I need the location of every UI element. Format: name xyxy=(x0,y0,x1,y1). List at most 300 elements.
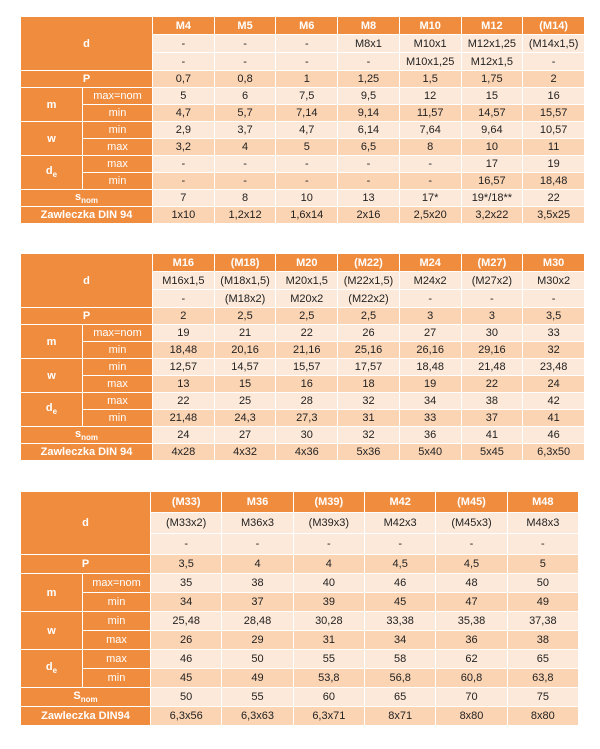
cell: 30,28 xyxy=(293,612,364,631)
cell: (M22x1,5) xyxy=(338,272,400,290)
cell: - xyxy=(276,53,338,71)
cell: 50 xyxy=(507,574,578,593)
cell: - xyxy=(436,534,507,555)
label-p: P xyxy=(21,555,151,574)
table-row xyxy=(21,427,585,444)
cell: 41 xyxy=(523,410,585,427)
cell: - xyxy=(153,156,215,173)
cell: - xyxy=(399,156,461,173)
label-de xyxy=(21,156,83,190)
cell: 75 xyxy=(507,688,578,707)
cell: 4x28 xyxy=(153,444,215,461)
label-de-text: d xyxy=(45,661,53,674)
cell: 13 xyxy=(338,190,400,207)
table-row xyxy=(21,376,585,393)
cell: 55 xyxy=(293,650,364,669)
col-header: M12 xyxy=(461,17,523,35)
cell: 14,57 xyxy=(461,105,523,122)
cell: 49 xyxy=(507,593,578,612)
cell: 25,16 xyxy=(338,342,400,359)
cell: 3,5x25 xyxy=(523,207,585,224)
cell: 15 xyxy=(461,88,523,105)
table-row xyxy=(21,444,585,461)
table-row xyxy=(21,325,585,342)
cell: 32 xyxy=(523,342,585,359)
cell: 4 xyxy=(293,555,364,574)
cell: 21 xyxy=(214,325,276,342)
cell: 1 xyxy=(276,71,338,88)
cell: 27,3 xyxy=(276,410,338,427)
cell: 6,3x50 xyxy=(523,444,585,461)
cell: 32 xyxy=(338,427,400,444)
cell: 10 xyxy=(461,139,523,156)
sublabel-min: min xyxy=(83,612,151,631)
label-p: P xyxy=(21,308,153,325)
cell: 65 xyxy=(365,688,436,707)
label-d: d xyxy=(21,492,151,555)
cell: 50 xyxy=(151,688,222,707)
cell: - xyxy=(338,156,400,173)
table-row xyxy=(21,669,579,688)
cell: 18 xyxy=(338,376,400,393)
cell: 62 xyxy=(436,650,507,669)
table-row xyxy=(21,555,579,574)
cell: 23,48 xyxy=(523,359,585,376)
sublabel-min: min xyxy=(83,359,153,376)
cell: 31 xyxy=(338,410,400,427)
cell: 35 xyxy=(151,574,222,593)
sublabel-max: max xyxy=(83,650,151,669)
cell: 4 xyxy=(214,139,276,156)
cell: 6 xyxy=(214,88,276,105)
label-de-sub: e xyxy=(52,666,58,676)
cell: 32 xyxy=(338,393,400,410)
label-s-sub: nom xyxy=(80,695,98,705)
cell: 28,48 xyxy=(222,612,293,631)
spec-table-2 xyxy=(20,253,585,461)
cell: 53,8 xyxy=(293,669,364,688)
col-header: (M27) xyxy=(461,254,523,272)
col-header: M30 xyxy=(523,254,585,272)
cell: 4,7 xyxy=(153,105,215,122)
cell: 33 xyxy=(399,410,461,427)
spec-table-3 xyxy=(20,491,579,726)
table-row xyxy=(21,574,579,593)
cell: 39 xyxy=(293,593,364,612)
cell: M12x1,25 xyxy=(461,35,523,53)
label-w: w xyxy=(21,612,83,650)
col-header: (M18) xyxy=(214,254,276,272)
cell: 7,14 xyxy=(276,105,338,122)
cell: 30 xyxy=(276,427,338,444)
table-row xyxy=(21,17,585,35)
sublabel-min: min xyxy=(83,105,153,122)
cell: M20x1,5 xyxy=(276,272,338,290)
cell: - xyxy=(399,173,461,190)
table-row xyxy=(21,359,585,376)
cell: (M18x1,5) xyxy=(214,272,276,290)
cell: (M33x2) xyxy=(151,513,222,534)
cell: 9,14 xyxy=(338,105,400,122)
table-row xyxy=(21,492,579,513)
cell: 37 xyxy=(222,593,293,612)
cell: - xyxy=(461,290,523,308)
label-s-nom xyxy=(21,190,153,207)
cell: 38 xyxy=(507,631,578,650)
cell: 65 xyxy=(507,650,578,669)
col-header: (M39) xyxy=(293,492,364,513)
cell: 18,48 xyxy=(523,173,585,190)
cell: 2,5 xyxy=(214,308,276,325)
cell: 16 xyxy=(276,376,338,393)
cell: 37 xyxy=(461,410,523,427)
cell: 5,7 xyxy=(214,105,276,122)
sublabel-max: max xyxy=(83,631,151,650)
cell: 1,75 xyxy=(461,71,523,88)
cell: (M14x1,5) xyxy=(523,35,585,53)
cell: 15 xyxy=(214,376,276,393)
cell: M24x2 xyxy=(399,272,461,290)
cell: 34 xyxy=(399,393,461,410)
cell: 28 xyxy=(276,393,338,410)
cell: 17,57 xyxy=(338,359,400,376)
cell: 4x32 xyxy=(214,444,276,461)
col-header: (M14) xyxy=(523,17,585,35)
cell: 25 xyxy=(214,393,276,410)
cell: 19 xyxy=(399,376,461,393)
cell: 2,5 xyxy=(338,308,400,325)
table-row xyxy=(21,122,585,139)
cell: 29,16 xyxy=(461,342,523,359)
cell: M10x1 xyxy=(399,35,461,53)
cell: 21,16 xyxy=(276,342,338,359)
cell: 3,2 xyxy=(153,139,215,156)
sublabel-max-nom: max=nom xyxy=(83,325,153,342)
cell: 27 xyxy=(399,325,461,342)
cell: M8x1 xyxy=(338,35,400,53)
cell: 22 xyxy=(523,190,585,207)
label-s-text: s xyxy=(75,427,82,440)
cell: 2 xyxy=(153,308,215,325)
cell: 27 xyxy=(214,427,276,444)
cell: 1,6x14 xyxy=(276,207,338,224)
cell: 6,5 xyxy=(338,139,400,156)
cell: 58 xyxy=(365,650,436,669)
cell: 46 xyxy=(523,427,585,444)
cell: (M27x2) xyxy=(461,272,523,290)
cell: 29 xyxy=(222,631,293,650)
col-header: M20 xyxy=(276,254,338,272)
cell: - xyxy=(222,534,293,555)
cell: 35,38 xyxy=(436,612,507,631)
cell: 22 xyxy=(153,393,215,410)
cell: 30 xyxy=(461,325,523,342)
cell: 12,57 xyxy=(153,359,215,376)
col-header: M4 xyxy=(153,17,215,35)
table-row xyxy=(21,173,585,190)
label-de xyxy=(21,393,83,427)
table-row xyxy=(21,342,585,359)
cell: - xyxy=(338,173,400,190)
cell: 38 xyxy=(222,574,293,593)
cell: 21,48 xyxy=(461,359,523,376)
table-row xyxy=(21,156,585,173)
sublabel-max: max xyxy=(83,376,153,393)
cell: 21,48 xyxy=(153,410,215,427)
label-s-text: S xyxy=(73,689,81,702)
label-s-nom xyxy=(21,688,151,707)
cell: - xyxy=(153,290,215,308)
label-pin: Zawleczka DIN 94 xyxy=(21,444,153,461)
label-m: m xyxy=(21,88,83,122)
cell: 42 xyxy=(523,393,585,410)
cell: 6,3x63 xyxy=(222,707,293,726)
cell: 36 xyxy=(399,427,461,444)
cell: 1x10 xyxy=(153,207,215,224)
cell: - xyxy=(338,53,400,71)
cell: (M22x2) xyxy=(338,290,400,308)
cell: 4,5 xyxy=(365,555,436,574)
cell: 19 xyxy=(523,156,585,173)
cell: - xyxy=(507,534,578,555)
cell: - xyxy=(153,173,215,190)
cell: 8x71 xyxy=(365,707,436,726)
cell: 46 xyxy=(365,574,436,593)
cell: M36x3 xyxy=(222,513,293,534)
cell: - xyxy=(153,35,215,53)
cell: 8x80 xyxy=(436,707,507,726)
cell: 3,5 xyxy=(523,308,585,325)
sublabel-max: max xyxy=(83,393,153,410)
cell: - xyxy=(214,156,276,173)
cell: 7,5 xyxy=(276,88,338,105)
cell: 8x80 xyxy=(507,707,578,726)
cell: 24 xyxy=(153,427,215,444)
cell: 4,7 xyxy=(276,122,338,139)
col-header: M36 xyxy=(222,492,293,513)
col-header: M5 xyxy=(214,17,276,35)
label-m: m xyxy=(21,325,83,359)
cell: 1,25 xyxy=(338,71,400,88)
cell: 4 xyxy=(222,555,293,574)
cell: - xyxy=(276,156,338,173)
cell: 3,7 xyxy=(214,122,276,139)
label-s-text: s xyxy=(75,190,82,203)
cell: 1,5 xyxy=(399,71,461,88)
cell: 2x16 xyxy=(338,207,400,224)
col-header: M6 xyxy=(276,17,338,35)
cell: 22 xyxy=(276,325,338,342)
table-row xyxy=(21,410,585,427)
cell: 4x36 xyxy=(276,444,338,461)
cell: 2,5 xyxy=(276,308,338,325)
cell: 17* xyxy=(399,190,461,207)
cell: - xyxy=(523,290,585,308)
cell: M48x3 xyxy=(507,513,578,534)
sublabel-min: min xyxy=(83,173,153,190)
label-de-text: d xyxy=(45,402,53,415)
cell: 3 xyxy=(399,308,461,325)
cell: - xyxy=(214,35,276,53)
cell: 45 xyxy=(151,669,222,688)
cell: 10,57 xyxy=(523,122,585,139)
cell: 19 xyxy=(153,325,215,342)
cell: M10x1,25 xyxy=(399,53,461,71)
cell: 18,48 xyxy=(153,342,215,359)
cell: - xyxy=(151,534,222,555)
cell: 5 xyxy=(507,555,578,574)
cell: 24 xyxy=(523,376,585,393)
cell: - xyxy=(153,53,215,71)
cell: M12x1,5 xyxy=(461,53,523,71)
table-row xyxy=(21,593,579,612)
cell: 24,3 xyxy=(214,410,276,427)
cell: 17 xyxy=(461,156,523,173)
cell: (M39x3) xyxy=(293,513,364,534)
cell: 5x45 xyxy=(461,444,523,461)
label-d: d xyxy=(21,17,153,71)
col-header: (M33) xyxy=(151,492,222,513)
table-row xyxy=(21,190,585,207)
label-de-sub: e xyxy=(52,407,58,417)
col-header: (M22) xyxy=(338,254,400,272)
col-header: M16 xyxy=(153,254,215,272)
table-row xyxy=(21,707,579,726)
cell: 5 xyxy=(276,139,338,156)
col-header: M42 xyxy=(365,492,436,513)
cell: M30x2 xyxy=(523,272,585,290)
label-s-sub: nom xyxy=(81,196,99,206)
cell: 7 xyxy=(153,190,215,207)
label-de-sub: e xyxy=(52,170,58,180)
cell: 33,38 xyxy=(365,612,436,631)
cell: 2,9 xyxy=(153,122,215,139)
sublabel-min: min xyxy=(83,342,153,359)
table-row xyxy=(21,88,585,105)
col-header: (M45) xyxy=(436,492,507,513)
cell: 49 xyxy=(222,669,293,688)
cell: - xyxy=(276,173,338,190)
table-row xyxy=(21,207,585,224)
cell: 33 xyxy=(523,325,585,342)
cell: 3,2x22 xyxy=(461,207,523,224)
cell: 5x40 xyxy=(399,444,461,461)
cell: 5x36 xyxy=(338,444,400,461)
label-pin: Zawleczka DIN 94 xyxy=(21,207,153,224)
cell: 13 xyxy=(153,376,215,393)
cell: 16 xyxy=(523,88,585,105)
label-de-text: d xyxy=(45,165,53,178)
cell: 8 xyxy=(214,190,276,207)
cell: 34 xyxy=(151,593,222,612)
cell: 1,2x12 xyxy=(214,207,276,224)
sublabel-min: min xyxy=(83,410,153,427)
cell: 31 xyxy=(293,631,364,650)
cell: 5 xyxy=(153,88,215,105)
cell: 45 xyxy=(365,593,436,612)
table-row xyxy=(21,393,585,410)
cell: 46 xyxy=(151,650,222,669)
sublabel-max: max xyxy=(83,156,153,173)
cell: 0,8 xyxy=(214,71,276,88)
cell: 11,57 xyxy=(399,105,461,122)
cell: 9,5 xyxy=(338,88,400,105)
cell: 0,7 xyxy=(153,71,215,88)
cell: 50 xyxy=(222,650,293,669)
cell: 41 xyxy=(461,427,523,444)
cell: 2,5x20 xyxy=(399,207,461,224)
cell: 26 xyxy=(151,631,222,650)
cell: - xyxy=(399,290,461,308)
cell: 3,5 xyxy=(151,555,222,574)
cell: 4,5 xyxy=(436,555,507,574)
table-row xyxy=(21,688,579,707)
cell: 8 xyxy=(399,139,461,156)
col-header: M24 xyxy=(399,254,461,272)
sublabel-max: max xyxy=(83,139,153,156)
table-row xyxy=(21,254,585,272)
table-row xyxy=(21,650,579,669)
table-row xyxy=(21,71,585,88)
cell: - xyxy=(214,53,276,71)
sublabel-max-nom: max=nom xyxy=(83,574,151,593)
cell: 48 xyxy=(436,574,507,593)
cell: 25,48 xyxy=(151,612,222,631)
label-d: d xyxy=(21,254,153,308)
cell: 40 xyxy=(293,574,364,593)
cell: 36 xyxy=(436,631,507,650)
cell: 12 xyxy=(399,88,461,105)
cell: 15,57 xyxy=(523,105,585,122)
cell: 38 xyxy=(461,393,523,410)
table-row xyxy=(21,139,585,156)
cell: M20x2 xyxy=(276,290,338,308)
label-p: P xyxy=(21,71,153,88)
table-row xyxy=(21,612,579,631)
cell: 15,57 xyxy=(276,359,338,376)
sublabel-max-nom: max=nom xyxy=(83,88,153,105)
col-header: M10 xyxy=(399,17,461,35)
cell: 55 xyxy=(222,688,293,707)
cell: 26 xyxy=(338,325,400,342)
sublabel-min: min xyxy=(83,122,153,139)
table-row xyxy=(21,105,585,122)
cell: 9,64 xyxy=(461,122,523,139)
cell: (M18x2) xyxy=(214,290,276,308)
cell: 6,14 xyxy=(338,122,400,139)
label-pin: Zawleczka DIN94 xyxy=(21,707,151,726)
cell: 10 xyxy=(276,190,338,207)
col-header: M48 xyxy=(507,492,578,513)
cell: 34 xyxy=(365,631,436,650)
cell: - xyxy=(523,53,585,71)
spec-table-1 xyxy=(20,16,585,224)
cell: 18,48 xyxy=(399,359,461,376)
cell: 14,57 xyxy=(214,359,276,376)
cell: 26,16 xyxy=(399,342,461,359)
cell: 70 xyxy=(436,688,507,707)
cell: 63,8 xyxy=(507,669,578,688)
sublabel-min: min xyxy=(83,593,151,612)
label-w: w xyxy=(21,359,83,393)
cell: - xyxy=(276,35,338,53)
cell: - xyxy=(293,534,364,555)
cell: 20,16 xyxy=(214,342,276,359)
cell: 3 xyxy=(461,308,523,325)
cell: 6,3x56 xyxy=(151,707,222,726)
label-m: m xyxy=(21,574,83,612)
cell: 22 xyxy=(461,376,523,393)
